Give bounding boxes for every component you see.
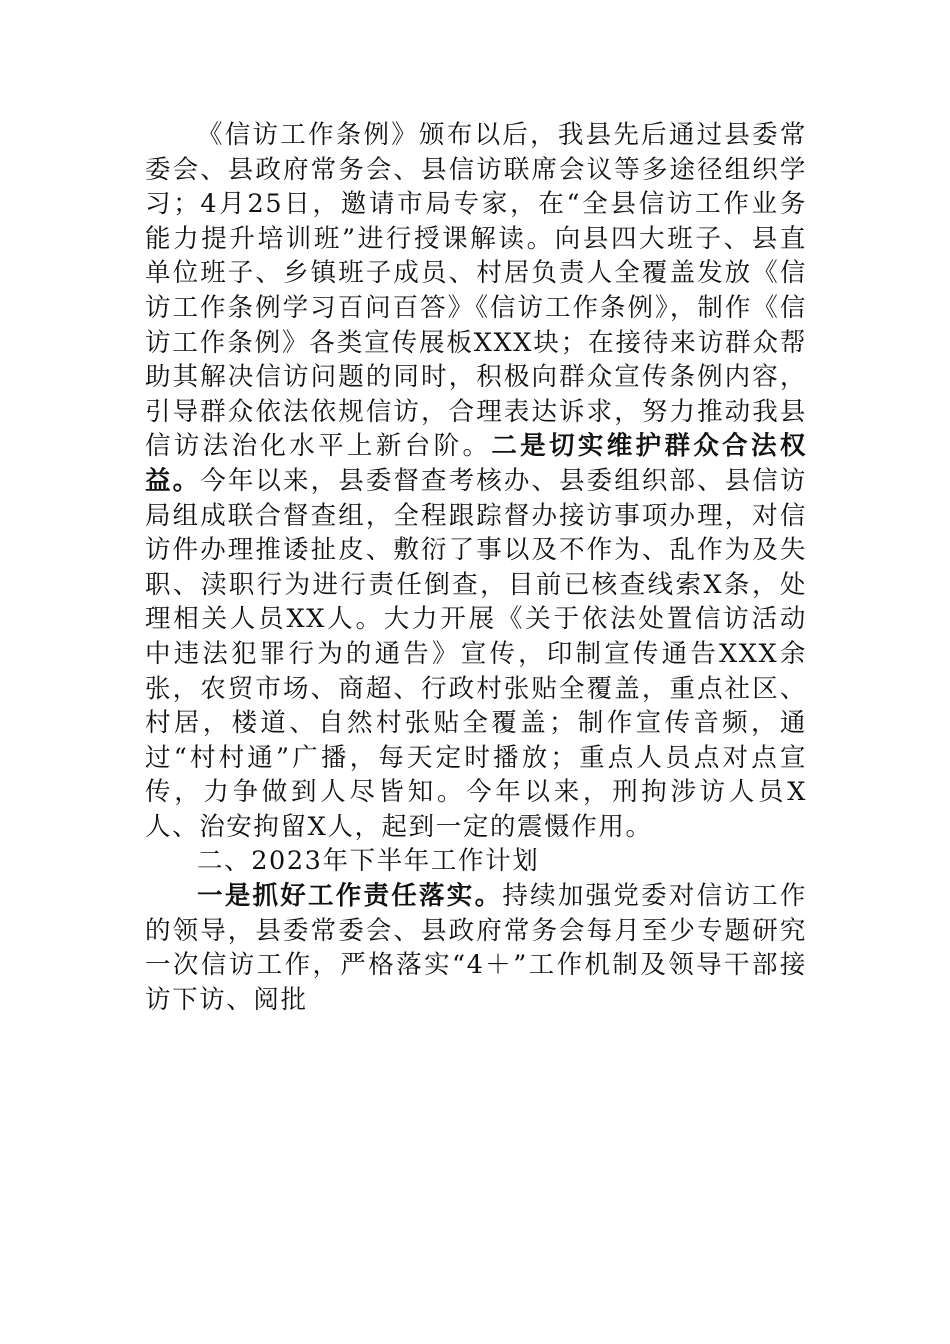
bold-lead-sentence: 二是切实维护群众合法权益。 xyxy=(145,431,807,496)
body-paragraph-2 xyxy=(145,879,807,1017)
bold-lead-sentence: 一是抓好工作责任落实。 xyxy=(197,881,503,912)
section-heading: 二、2023年下半年工作计划 xyxy=(197,846,540,877)
document-body xyxy=(145,118,807,1017)
body-paragraph-1 xyxy=(145,118,807,844)
paragraph-text: 《信访工作条例》颁布以后，我县先后通过县委常委会、县政府常务会、县信访联席会议等多途径组织学习；4月25日，邀请市局专家，在“全县信访工作业务能力提升培训班”进行授课解读。向县四大班子、县直单位班子、乡镇班子成员、村居负责人全覆盖发放《信访工作条例学习百问百答》《信访工作条例》，制作《信访工作条例》各类宣传展板XXX块；在接待来访群众帮助其解决信访问题的同时，积极向群众宣传条例内容，引导群众依法依规信访，合理表达诉求，努力推动我县信访法治化水平上新台阶。 xyxy=(145,120,807,462)
paragraph-text: 今年以来，县委督查考核办、县委组织部、县信访局组成联合督查组，全程跟踪督办接访事项办理，对信访件办理推诿扯皮、敷衍了事以及不作为、乱作为及失职、渎职行为进行责任倒查，目前已核查线索X条，处理相关人员XX人。大力开展《关于依法处置信访活动中违法犯罪行为的通告》宣传，印制宣传通告XXX余张，农贸市场、商超、行政村张贴全覆盖，重点社区、村居，楼道、自然村张贴全覆盖；制作宣传音频，通过“村村通”广播，每天定时播放；重点人员点对点宣传，力争做到人尽皆知。今年以来，刑拘涉访人员X人、治安拘留X人，起到一定的震慑作用。 xyxy=(145,465,808,842)
paragraph-text: 持续加强党委对信访工作的领导，县委常委会、县政府常务会每月至少专题研究一次信访工作，严格落实“4＋”工作机制及领导干部接访下访、阅批 xyxy=(145,881,807,1015)
